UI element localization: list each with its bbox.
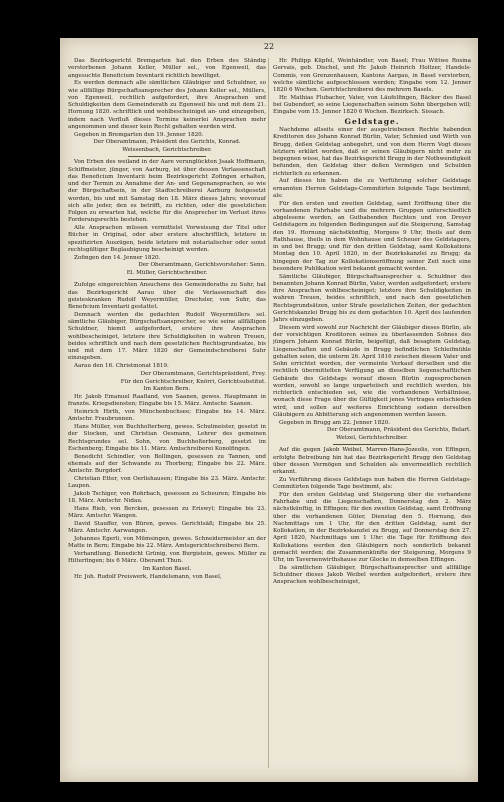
- paragraph: Der Oberamtmann, Gerichtspräsident, Frey.: [140, 370, 266, 377]
- paragraph: Der Oberamtmann, Gerichtsvorsteher: Senn.: [138, 262, 266, 269]
- paragraph: Weissenbach, Gerichtschreiber.: [122, 147, 212, 153]
- paragraph: Zofingen den 14. Jenner 1820.: [74, 254, 161, 261]
- paragraph: Für den ersten Geldstag und Steigerung über die vorhandene Fahrhabe und die Liegenschaften, Donnerstag den 2. März nächstkünftig, in Effingen; für den zweiten Geldstag, samt Eröffnung über die vorhandenen Güter, Dienstag den 5. Hornung, des Nachmittags um 1 Uhr, für den dritten Geldstag, samt der Kollokation, in der Bezirkskanzlei zu Brugg, auf Donnerstag den 27. April 1820, Nachmittags um 1 Uhr: die Tage für Eröffnung des Kollokations werden den Gläubigern noch sonderlich bekannt gemacht werden; die Zusammenkünfte der Steigerung, Morgens 9 Uhr, im Tavernenwirthshause zur Glocke in demselben Effingen.: [273, 491, 471, 563]
- section-heading: Geldstage.: [344, 117, 400, 126]
- paragraph: Gegeben in Brugg am 22. Jenner 1820.: [279, 419, 391, 426]
- paragraph: Da sämtlichen Gläubiger, Bürgschaftsansprecher und allfällige Schuldner dieses Jakob Weibel werden aufgefordert, erstere ihre Ansprachen wohlbescheiniget,: [273, 564, 471, 586]
- page-number: 22: [263, 42, 275, 51]
- paragraph: Alle Ansprachen müssen vermittelst Vorweisung der Titel oder Bücher in Original, oder aber erstere abschriftlich, letztere in spezifizirten Auszügen, beide letztere mit notarialischer oder sonst rechtsgültiger Beglaubigung bescheinigt werden.: [68, 225, 266, 253]
- paragraph: Der Oberamtmann, Präsident des Gerichts, Belart.: [326, 427, 471, 434]
- newspaper-page: [60, 38, 478, 782]
- paragraph: Im Kanton Bern.: [143, 386, 191, 393]
- paragraph: Zu Verführung dieses Geldstags nun haben die Herren Geldstags-Commitirten folgende Tage bestimmt, als:: [273, 476, 471, 490]
- separator-rule: [333, 444, 411, 445]
- paragraph: Nachdeme allseits einer der ausgetriebenen Rechte habenden Kreditoren des Johann Konrad Bürlin, Vater, Schmied und Wirth von Brugg, deßen Geldstag anbegehrt, und von dem Herrn Vogt dieses letztern erklärt worden, daß er seinen Gläubigern nicht mehr zu begegnen wisse, hat das Bezirksgericht Brugg in der Nothwendigkeit befunden, den Geldstag über deßen Vermögen und Schulden richterlich zu erkennen.: [273, 127, 471, 177]
- paragraph: Für den Gerichtschreiber, Knörri, Gerichtsubstitut.: [120, 378, 266, 385]
- paragraph: Hr. Jakob Emanuel Raafland, von Saanen, gewes. Hauptmann in französ. Kriegsdiensten; Eingabe bis 15. März. Amtschr. Saanen.: [68, 394, 266, 408]
- paragraph: Hans Rieb, von Bercken, gesessen zu Eriswyl; Eingabe bis 23. März. Amtschr. Wangen.: [68, 505, 266, 519]
- paragraph: Von Erben des weiland in der Aare verunglückten Jsaak Hoffmann, Schiffmeister, jünger, von Aarburg, ist über dessen Verlassenschaft das Beneficium Inventarii beim Bezirksgericht Zofingen erhalten, und der Termin zu Annahme der An- und Gegenansprachen, so wie der Bürgschaftsein, in der Stadtschreiberei Aarburg festgesetzt worden, bis und mit Samstag den 18. März dieses Jahrs; wovorauf sich alle jeder, den es betrifft, zu richten, oder die gesetzlichen Folgen zu erwarten hat, welche für die Ansprecher im Verlust ihres Forderungsrechts bestehen.: [68, 159, 266, 224]
- paragraph: Der Oberamtmann, Präsident des Gerichts, Konrad.: [93, 139, 241, 146]
- paragraph: Im Kanton Basel.: [142, 565, 192, 572]
- paragraph: Wetzel, Gerichtschreiber.: [336, 435, 408, 441]
- paragraph: Jakob Tschiger, von Rohrbach, gesessen zu Scheuren; Eingabe bis 18. März. Amtschr. Nidau.: [68, 490, 266, 504]
- column-divider: [268, 58, 269, 768]
- paragraph: Für den ersten und zweiten Geldstag, samt Eröffnung über die vorhandenen Fahrhabe und die mehrern Gruppen unterschiedlich abgelesene werden, an Guthabenden Rechten und von Dreyer Geldstagern zu folgenden Bedingungen auf die Steigerung, Samstag den 19. Hornung nächstkünftig, Morgens 9 Uhr, theils auf dem Rathhause, theils in dem Wohnhause und Scheuer des Geldstagers, in und bei Brugg; und für den dritten Geldstag, samt Kollokations Montag den 10. April 1820, in der Bezirkskanzlei zu Brugg; da hingegen der Tag zur Kollokationseröffnung seiner Zeit noch eine besondere Publikation wird bekannt gemacht werden.: [273, 200, 471, 272]
- paragraph: El. Müller, Gerichtschreiber.: [126, 270, 208, 276]
- paragraph: Hr. Mathias Flubacher, Vater, von Läufelfingen, Bäcker des Basel bei Gubendorf, so seine Liegenschaften seinem Sohn übergeben will; Eingabe vom 15. Jenner 1820 6 Wochen. Bezirksch. Sissach.: [273, 94, 471, 116]
- right-column: [273, 58, 471, 768]
- paragraph: Christian Etter, von Oerlishausen; Eingabe bis 23. März. Amtschr. Laupen.: [68, 475, 266, 489]
- paragraph: Hr. Joh. Rudolf Preiswerk, Handelsmann, von Basel,: [74, 573, 222, 580]
- paragraph: Diesem wird sowohl zur Nachricht der Gläubiger dieses Bürlin, als der vorsichtigen Kreditoren seines zu überlassenden Sohnes des jüngern Johann Konrad Bürlin, beigefügt, daß besagtem Geldstag, Liegenschaften und Gebäude in Brugg befindlichen Schleifmühle gehalten seien, die unterm 26. April 1816 zwischen diesem Vater und Sohn errichtet worden, der vermeinte Verkauf derselben und die rechtlich übermittelten Verfügung an dieselben liegenschaftlichen Gebäude des Geldstags worauf diesen Bürlin zugesprochenen worden, sowohl so lange unparteiisch und rechtlich werden, bis richterlich entschieden sei, wie die vorhandenen Verhältnisse, wonach diese Frage über die Gültigkeit jenes Vertrages entschieden wird, und sollen auf weiteres Einrichtung sodann derselben Gläubigern zu Abbitterung sich angenommen werden lassen.: [273, 324, 471, 418]
- paragraph: Johannes Egerli, von Mümsingen, gewes. Schneidermeister an der Matte in Bern; Eingabe bis 22. März. Amtsgerichtschreiberei Bern.: [68, 535, 266, 549]
- paragraph: Gegeben in Bremgarten den 19. Jenner 1820.: [74, 131, 204, 138]
- paragraph: Benedicht Schindler, von Bollingen, gesessen zu Tannen, und ehemals auf der Schwande zu Thorberg; Eingabe bis 22. März. Amtschr. Burgdorf.: [68, 453, 266, 474]
- paragraph: David Stauffer, von Büren, gewes. Gerichtsäß; Eingabe bis 25. März. Amtschr. Aarwangen.: [68, 520, 266, 534]
- paragraph: Das Bezirksgericht Bremgarten hat den Erben des Ständig verstorbenen Johann Keller, Müller sel., von Egenweil, das angesuchte Beneficium Inventarii richtlich bewilliget.: [68, 58, 266, 79]
- paragraph: Zufolge eingereichten Ansuchens des Gemeinderaths zu Suhr, hat das Bezirksgericht Aarau über die Verlassenschaft des geisteskranken Rudolf Weyermüller, Drechsler, von Suhr, das Beneficium Inventarii gestattet.: [68, 282, 266, 310]
- paragraph: Auf die gegen Jakob Weibel, Marren-Hans-Jozeolis, von Effingen, erfolgte Betreibung hin hat das Bezirksgericht Brugg den Geldstag über dessen Vermögen und Schulden als unvermeidlich rechtlich erkannt.: [273, 447, 471, 475]
- paragraph: Hr. Philipp Klipfel, Weinhändler, von Basel; Frau Wittwe Rosina Gervais, geb. Dischel, und Hr. Jakob Heinrich Holtzer, Handels-Commis, von Grenzenhausen, Kantons Aargau, in Basel verstorben, welche sämtliche aufgeschlossen werden; Eingabe vom 12. Jenner 1820 6 Wochen. Gerichtschreiberei des mehrern Basels.: [273, 58, 471, 93]
- paragraph: Hans Müller, von Buchholterberg, gewes. Schulmeister, gesetzt in der Stocken, und Christian Oesmann, Lehrer des gemeinen Rechtsgrundes sel. Sohn, von Buchholterberg, gesetzt im Eschenberg; Eingabe bis 11. März. Amtschreiberei Konolfingen.: [68, 424, 266, 452]
- paragraph: Verhandlung. Benedicht Grünig, von Burgistein, gewes. Müller zu Hilterfingen; bis 6 März. Oberamt Thun.: [68, 550, 266, 564]
- paragraph: Es werden demnach alle sämtlichen Gläubiger und Schuldner, so wie allfällige Bürgschaftsansprecher des Johann Keller sel., Müllers, von Egenweil, rechtlich aufgefordert, ihre Ansprachen und Schuldigkeiten dem Gemeinderath zu Egenweil bis und mit dem 21. Hornung 1820. schriftlich und wohlbescheiniget an- und einzugeben, indem nach Verfluß dieses Termins keinerlei Ansprachen mehr angenommen und dieser kein Recht gehalten werden wird.: [68, 80, 266, 130]
- paragraph: Demnach werden die gedachten Rudolf Weyermüllers sel. sämtliche Gläubiger, Bürgschaftsansprecher, so wie seine allfälligen Schuldner, hiemit aufgefordert, erstere ihre Ansprachen wohlbescheiniget, letztere ihre Schuldigkeiten in wahren Treuen, beides schriftlich und nach dem gesetzlichen Rechtsgrundsatze, bis und mit dem 17. März 1820 der Gemeindschreiberei Suhr einzugeben.: [68, 311, 266, 362]
- paragraph: Aarau den 16. Christmonat 1819.: [74, 363, 169, 369]
- paragraph: Auf dieses hin haben die zu Verführung solcher Geldstage ernannten Herren Geldstags-Commitirten folgende Tage bestimmt, als:: [273, 178, 471, 199]
- paragraph: Sämtliche Gläubiger, Bürgschaftsansprecher u. Schuldner des benannten Johann Konrad Bürlin, Vater, werden aufgefordert; erstere ihre Ansprachen wohlbescheiniget; letztere ihre Schuldigkeiten in wahren Treuen, beides schriftlich, und nach den gesetzlichen Rechtsgrundsätzen, unter Strafe gesetzlichen Zeiten, der gedachten Gerichtskanzlei Brugg bis zu dem gedachten 10. April des laufenden Jahrs einzugeben.: [273, 273, 471, 323]
- left-column: [68, 58, 266, 768]
- separator-rule: [128, 279, 206, 280]
- paragraph: Heinrich Hirth, von Münchenbuchsee; Eingabe bis 14. März. Amtschr. Fraubrunnen.: [68, 409, 266, 423]
- separator-rule: [128, 156, 206, 157]
